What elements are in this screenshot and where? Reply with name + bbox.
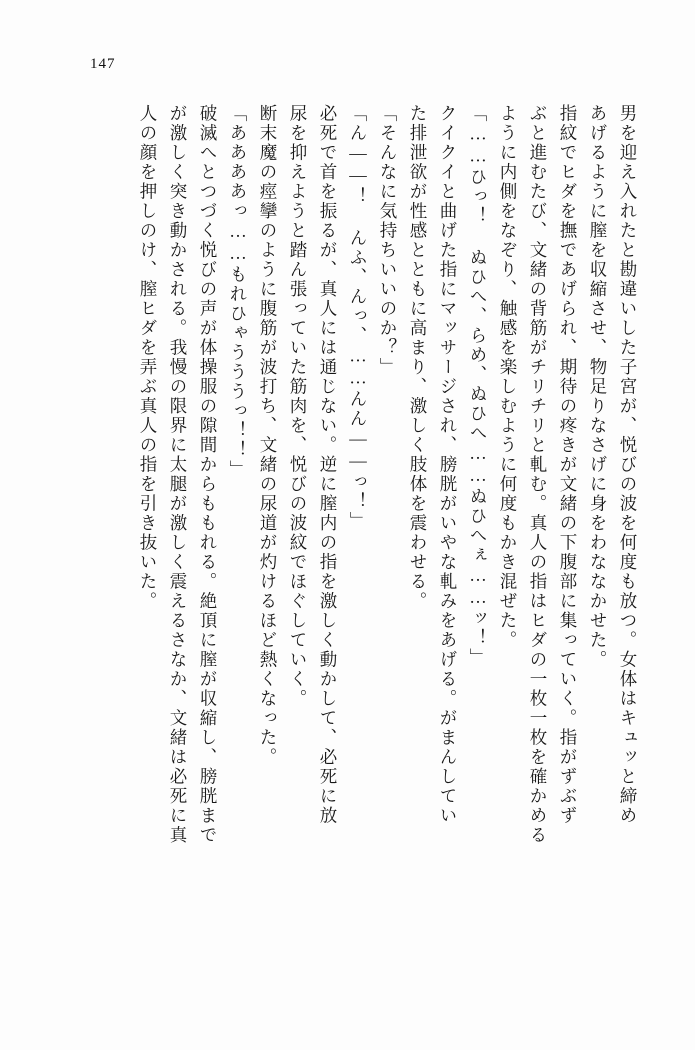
vertical-text-block xyxy=(60,104,643,1004)
text-line: 「ああああっ……もれひゃうううっ！！」 xyxy=(228,104,248,480)
text-line: 指紋でヒダを撫であげられ、期待の疼きが文緒の下腹部に集っていく。指がずぶず xyxy=(558,104,578,826)
text-line: 「そんなに気持ちいいのか？」 xyxy=(378,104,398,377)
text-line: クイクイと曲げた指にマッサージされ、膀胱がいやな軋みをあげる。がまんしてい xyxy=(438,104,458,826)
text-line: ように内側をなぞり、触感を楽しむように何度もかき混ぜた。 xyxy=(498,104,518,650)
text-line: 尿を抑えようと踏ん張っていた筋肉を、悦びの波紋でほぐしていく。 xyxy=(288,104,308,709)
page-number: 147 xyxy=(90,56,116,72)
text-line: 「……ひっ！ ぬひへ、らめ、ぬひへ……ぬひへぇ……ッ！」 xyxy=(468,104,488,668)
text-line: 人の顔を押しのけ、膣ヒダを弄ぶ真人の指を引き抜いた。 xyxy=(138,104,158,611)
text-line: 断末魔の痙攣のように腹筋が波打ち、文緒の尿道が灼けるほど熱くなった。 xyxy=(258,104,278,767)
text-line: 必死で首を振るが、真人には通じない。逆に膣内の指を激しく動かして、必死に放 xyxy=(318,104,338,826)
text-line: 男を迎え入れたと勘違いした子宮が、悦びの波を何度も放つ。女体はキュッと締め xyxy=(618,104,638,826)
text-line: あげるように膣を収縮させ、物足りなさげに身をわななかせた。 xyxy=(588,104,608,670)
text-line: 「ん――！ んふ、んっ、……んん――っ！」 xyxy=(348,104,368,531)
text-line: ぶと進むたび、文緒の背筋がチリチリと軋む。真人の指はヒダの一枚一枚を確かめる xyxy=(528,104,548,845)
text-line: 破滅へとつづく悦びの声が体操服の隙間からももれる。絶頂に膣が収縮し、膀胱まで xyxy=(198,104,218,845)
text-line: が激しく突き動かされる。我慢の限界に太腿が激しく震えるさなか、文緒は必死に真 xyxy=(168,104,188,845)
text-line: た排泄欲が性感とともに高まり、激しく肢体を震わせる。 xyxy=(408,104,428,611)
